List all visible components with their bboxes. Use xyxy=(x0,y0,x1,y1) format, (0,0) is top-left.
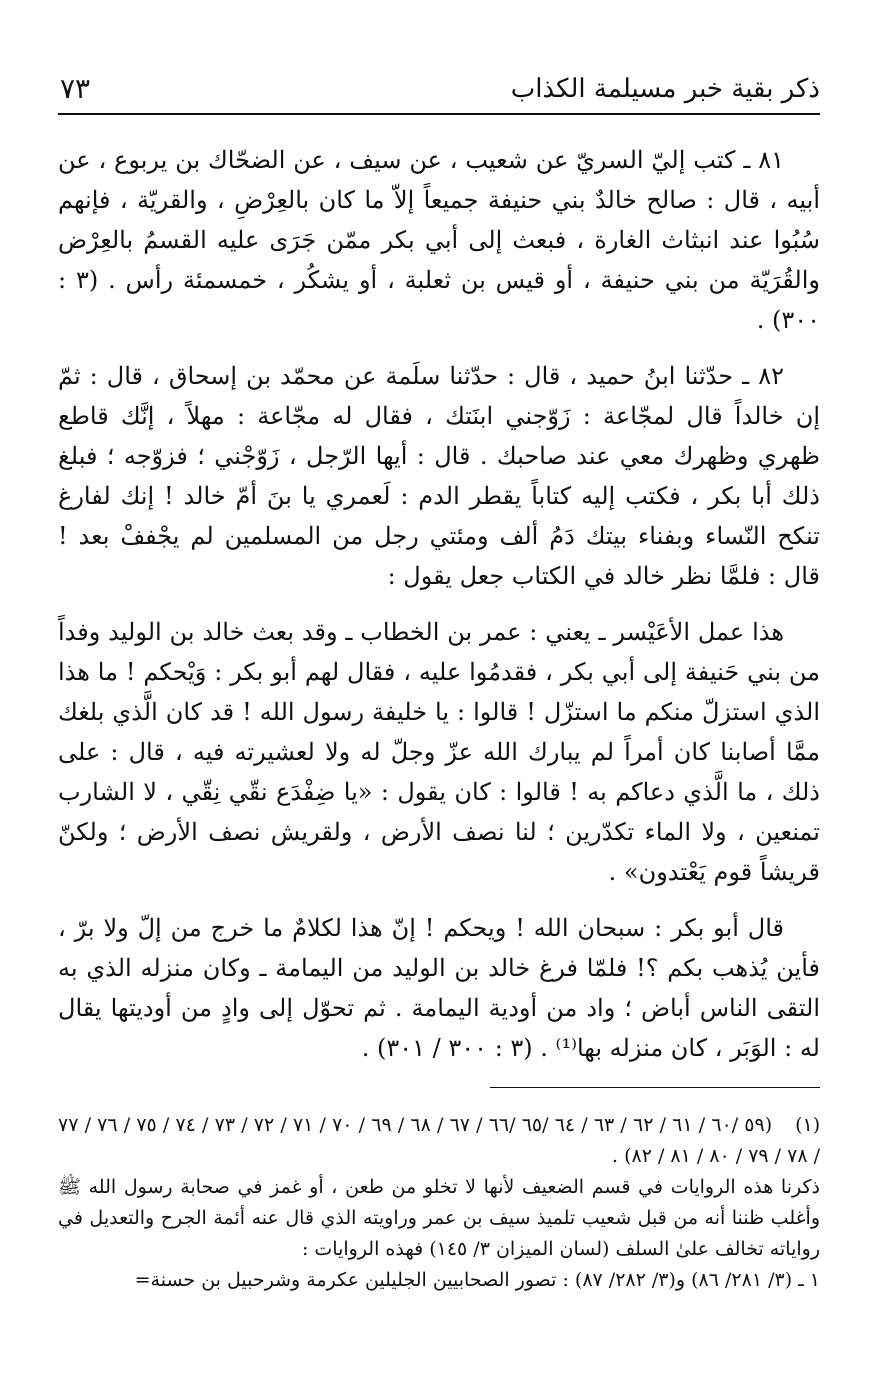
footnotes xyxy=(58,1110,820,1296)
page-number: ٧٣ xyxy=(60,72,91,105)
paragraph-81: ٨١ ـ كتب إليّ السريّ عن شعيب ، عن سيف ، عن الضحّاك بن يربوع ، عن أبيه ، قال : صالح خالدٌ بني حنيفة جميعاً إلاّ ما كان بالعِرْضِ ، والقريّة ، فإنهم سُبُوا عند انبثاث الغارة ، فبعث إلى أبي بكر ممّن جَرَى عليه القسمُ بالعِرْض والقُرَيّة من بني حنيفة ، أو قيس بن ثعلبة ، أو يشكُر ، خمسمئة رأس . (٣ : ٣٠٠) . xyxy=(58,146,820,334)
footnote-marker: (١) xyxy=(795,1114,821,1136)
footnote-1 xyxy=(58,1110,820,1172)
main-text xyxy=(58,140,820,1084)
paragraph-quote: هذا عمل الأعَيْسر ـ يعني : عمر بن الخطاب ـ وقد بعث خالد بن الوليد وفداً من بني حَنيفة إلى أبي بكر ، فقدمُوا عليه ، فقال لهم أبو بكر : وَيْحكم ! ما هذا الذي استزلّ منكم ما استزّل ! قالوا : يا خليفة رسول الله ! قد كان الَّذي بلغك ممَّا أصابنا كان أمراً لم يبارك الله عزّ وجلّ له ولا لعشيرته فيه ، قال : على ذلك ، ما الَّذي دعاكم به ! قالوا : كان يقول : «يا ضِفْدَع نقّي نِقّي ، لا الشارب تمنعين ، ولا الماء تكدّرين ؛ لنا نصف الأرض ، ولقريش نصف الأرض ؛ ولكنّ قريشاً قوم يَعْتدون» . xyxy=(58,618,820,886)
paragraph-82: ٨٢ ـ حدّثنا ابنُ حميد ، قال : حدّثنا سلَمة عن محمّد بن إسحاق ، قال : ثمّ إن خالداً قال لمجّاعة : زَوّجني ابنَتك ، فقال له مجّاعة : مهلاً ، إنَّك قاطع ظهري وظهرك معي عند صاحبك . قال : أيها الرّجل ، زَوّجْني ؛ فزوّجه ؛ فبلغ ذلك أبا بكر ، فكتب إليه كتاباً يقطر الدم : لَعمري يا بنَ أمّ خالد ! إنك لفارغ تنكح النّساء وبفناء بيتك دَمُ ألف ومئتي رجل من المسلمين لم يجْففْ بعد ! قال : فلمَّا نظر خالد في الكتاب جعل يقول : xyxy=(58,362,820,590)
running-header xyxy=(58,62,820,112)
chapter-title: ذكر بقية خبر مسيلمة الكذاب xyxy=(510,74,820,104)
header-divider xyxy=(58,113,820,115)
footnote-list-item: ١ ـ (٣/ ٢٨١/ ٨٦) و(٣/ ٢٨٢/ ٨٧) : تصور الصحابيين الجليلين عكرمة وشرحبيل بن حسنة= xyxy=(134,1269,820,1291)
footnote-divider xyxy=(490,1087,820,1088)
footnote-note: ذكرنا هذه الروايات في قسم الضعيف لأنها لا تخلو من طعن ، أو غمز في صحابة رسول الله ﷺ وأغلب ظننا أنه من قبل شعيب تلميذ سيف بن عمر وراويته الذي قال عنه أئمة الجرح والتعديل في رواياته تخالف علىٰ السلف (لسان الميزان ٣/ ١٤٥) فهذه الروايات : xyxy=(58,1176,820,1260)
footnote-text: (٥٩ /٦٠ / ٦١ / ٦٢ / ٦٣ / ٦٤ /٦٥ /٦٦ / ٦٧ / ٦٨ / ٦٩ / ٧٠ / ٧١ / ٧٢ / ٧٣ / ٧٤ / ٧٥ / ٧٦ / ٧٧ / ٧٨ / ٧٩ / ٨٠ / ٨١ / ٨٢) . xyxy=(58,1114,820,1167)
paragraph-abu-bakr: قال أبو بكر : سبحان الله ! ويحكم ! إنّ هذا لكلامٌ ما خرج من إلّ ولا برّ ، فأين يُذهب بكم ؟! فلمّا فرغ خالد بن الوليد من اليمامة ـ وكان منزله الذي به التقى الناس أباض ؛ واد من أودية اليمامة . ثم تحوّل إلى وادٍ من أوديتها يقال له : الوَبَر ، كان منزله بها⁽¹⁾ . (٣ : ٣٠٠ / ٣٠١) . xyxy=(58,914,820,1062)
